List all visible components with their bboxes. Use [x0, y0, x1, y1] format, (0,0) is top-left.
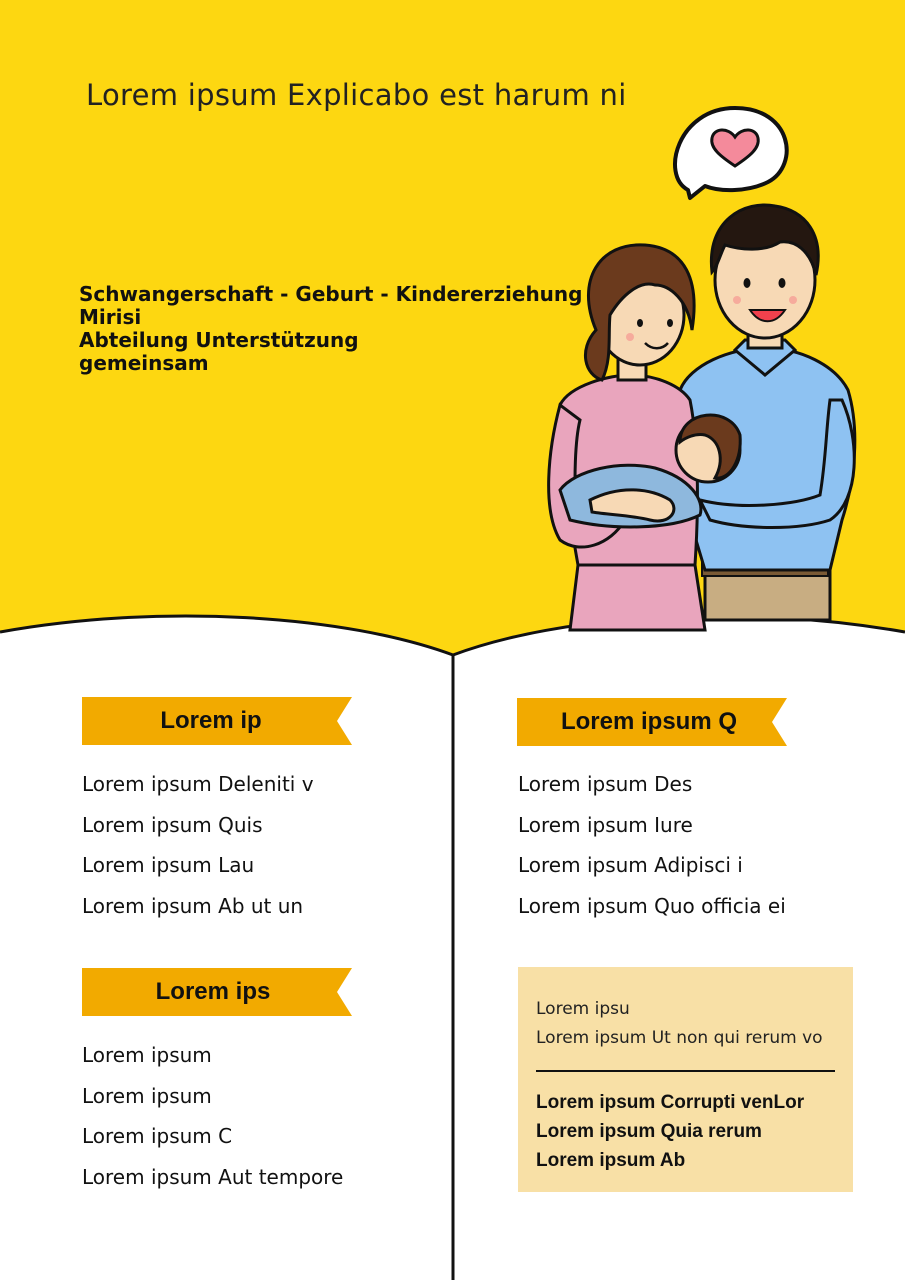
list-item: Lorem ipsum Iure — [518, 812, 693, 837]
info-line: Lorem ipsum Ut non qui rerum vo — [536, 1028, 823, 1048]
section-banner-right-1 — [517, 698, 787, 746]
list-item: Lorem ipsum Aut tempore — [82, 1165, 344, 1190]
section-banner-left-1 — [82, 697, 352, 745]
list-item: Lorem ipsum Quo officia ei — [518, 894, 786, 919]
section-heading: Lorem ips — [155, 978, 271, 1005]
tagline-line: Abteilung Unterstützung — [79, 328, 359, 352]
tagline-line: Schwangerschaft - Geburt - Kindererziehung — [79, 282, 583, 306]
list-item: Lorem ipsum C — [82, 1124, 233, 1149]
section-banner-left-2 — [82, 968, 352, 1016]
section-heading: Lorem ipsum Q — [560, 708, 738, 735]
info-divider — [536, 1070, 835, 1072]
list-item: Lorem ipsum — [82, 1083, 212, 1108]
list-item: Lorem ipsum Lau — [82, 853, 255, 878]
tagline-line: Mirisi — [79, 305, 142, 329]
info-bold-line: Lorem ipsum Corrupti venLor — [536, 1092, 805, 1113]
list-item: Lorem ipsum Deleniti v — [82, 772, 314, 796]
list-item: Lorem ipsum Adipisci i — [518, 853, 743, 878]
father-figure — [680, 205, 855, 620]
info-line: Lorem ipsu — [536, 999, 630, 1019]
info-box — [518, 967, 853, 1192]
section-heading: Lorem ip — [160, 707, 262, 734]
list-item: Lorem ipsum Quis — [82, 812, 263, 837]
list-item: Lorem ipsum Des — [518, 772, 693, 796]
tagline-line: gemeinsam — [79, 351, 209, 375]
heart-speech-bubble-icon — [675, 108, 787, 198]
info-bold-line: Lorem ipsum Quia rerum — [536, 1121, 762, 1142]
right-list-1 — [518, 770, 786, 933]
info-bold-line: Lorem ipsum Ab — [536, 1150, 686, 1171]
tagline — [79, 283, 582, 375]
list-item: Lorem ipsum Ab ut un — [82, 894, 304, 919]
left-list-2 — [82, 1041, 343, 1204]
page-title: Lorem ipsum Explicabo est harum ni — [86, 78, 627, 112]
family-illustration — [530, 100, 890, 640]
left-list-1 — [82, 770, 314, 933]
list-item: Lorem ipsum — [82, 1043, 212, 1067]
